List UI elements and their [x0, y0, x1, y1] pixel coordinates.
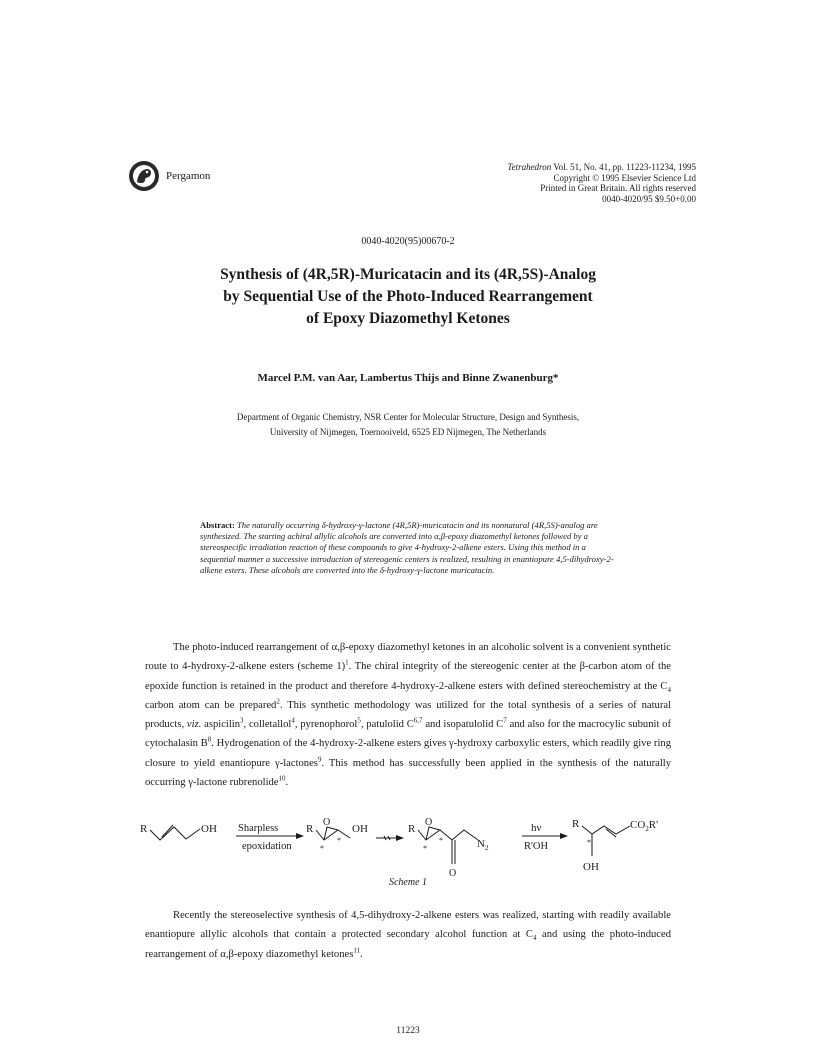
copyright-line: Copyright © 1995 Elsevier Science Ltd: [553, 172, 696, 183]
subscript: 4: [532, 934, 537, 943]
stereocenter-star: *: [337, 836, 341, 845]
abstract-label: Abstract:: [200, 520, 235, 530]
ester-r-prime: R': [648, 819, 659, 831]
carbonyl-oxygen-label: O: [449, 868, 457, 879]
r-group-label: R: [140, 823, 148, 835]
diazo-group-label: [477, 838, 489, 852]
text-run: The photo-induced rearrangement of α,β-epoxy diazomethyl ketones in an alcoholic solvent is a convenient synthetic route to 4-hydroxy-2-alkene esters (scheme 1): [145, 642, 671, 673]
reference-marker: 4: [291, 716, 295, 725]
reference-marker: 11: [353, 946, 361, 955]
text-run: and using the photo-induced rearrangement of α,β-epoxy diazomethyl ketones: [145, 929, 671, 960]
text-run: . The chiral integrity of the stereogenic center at the β-carbon atom of the epoxide function is retained in the product and therefore 4-hydroxy-2-alkene esters with defined stereochemistry at the C: [145, 661, 671, 692]
text-run: . This method has successfully been applied in the synthesis of the naturally occurring γ-lactone rubrenolide: [145, 757, 671, 789]
stereocenter-star: *: [439, 836, 443, 845]
r-group-label: R: [306, 823, 314, 835]
allylic-alcohol-chain: [150, 827, 200, 840]
title-line-1: Synthesis of (4R,5R)-Muricatacin and its (4R,5S)-Analog: [220, 266, 596, 283]
reference-marker: 9: [317, 755, 322, 764]
hydroxyl-label: OH: [583, 861, 599, 873]
subscript: 4: [667, 685, 671, 694]
text-run: , colletallol: [243, 719, 292, 731]
epoxy-alcohol-chain: [316, 830, 350, 840]
arrowhead: [396, 835, 404, 841]
text-run: aspicilin: [201, 719, 241, 731]
epoxide-oxygen-label: O: [323, 818, 331, 828]
arrowhead: [296, 833, 304, 839]
ester-group-label: [630, 819, 658, 833]
reference-marker: 5: [357, 716, 361, 725]
reference-marker: 7: [503, 716, 507, 725]
abstract: [200, 520, 616, 576]
stereocenter-star: *: [423, 844, 427, 853]
printed-line: Printed in Great Britain. All rights reserved: [540, 183, 696, 193]
arrowhead: [560, 833, 568, 839]
stereocenter-star: *: [320, 844, 324, 853]
reference-marker: 2: [276, 697, 280, 706]
text-run: .: [285, 777, 289, 789]
ester-subscript: 2: [645, 825, 649, 833]
abstract-text: The naturally occurring δ-hydroxy-γ-lactone (4R,5R)-muricatacin and its nonnatural (4R,5S)-analog are synthesized. The starting achiral allylic alcohols are converted into α,β-epoxy diazomethyl ketones followed by a stereospecific irradiation reaction of these compounds to give 4-hydroxy-2-alkene esters. Using this method in a sequential manner a successive introduction of stereogenic centers is realized, resulting in enantiopure 4,5-dihydroxy-2-alkene esters. These alcohols are converted into the δ-hydroxy-γ-lactone muricatacin.: [200, 520, 614, 575]
body-paragraph-1: [145, 638, 671, 792]
affiliation-line-1: Department of Organic Chemistry, NSR Center for Molecular Structure, Design and Synthesis,: [236, 412, 580, 422]
affiliation-line-2: University of Nijmegen, Toernooiveld, 6525 ED Nijmegen, The Netherlands: [269, 427, 547, 437]
page-number: 11223: [396, 1026, 420, 1036]
pergamon-logo-icon: [128, 160, 160, 192]
text-run: , patulolid C: [360, 719, 414, 731]
journal-details: Vol. 51, No. 41, pp. 11223-11234, 1995: [553, 162, 696, 172]
reference-marker: 3: [240, 716, 244, 725]
text-run: Recently the stereoselective synthesis of 4,5-dihydroxy-2-alkene esters was realized, starting with readily available enantiopure allylic alcohols that contain a protected secondary alcohol function at C: [145, 910, 671, 941]
epoxide-oxygen-label: O: [425, 818, 433, 828]
author-list: Marcel P.M. van Aar, Lambertus Thijs and Binne Zwanenburg*: [257, 372, 559, 384]
reagent-epoxidation: epoxidation: [242, 841, 292, 852]
hydroxyl-label: OH: [352, 823, 368, 835]
reference-marker: 8: [207, 735, 212, 744]
article-doi: 0040-4020(95)00670-2: [361, 236, 455, 247]
reference-marker: 10: [278, 774, 286, 783]
text-run: , pyrenophorol: [294, 719, 358, 731]
reagent-hv: hν: [531, 822, 542, 834]
stereocenter-star: *: [587, 838, 591, 847]
journal-citation-line: [507, 162, 696, 173]
journal-citation-block: [507, 162, 696, 204]
text-run: . Hydrogenation of the 4-hydroxy-2-alkene esters gives γ-hydroxy carboxylic esters, which readily give ring closure to yield enantiopure γ-lactones: [145, 738, 671, 769]
r-group-label: R: [408, 823, 416, 835]
scheme-caption: Scheme 1: [388, 877, 428, 888]
reagent-sharpless: Sharpless: [238, 823, 279, 834]
text-run: . This synthetic methodology was utilized for the total synthesis of a series of natural products,: [145, 699, 671, 731]
text-run: carbon atom can be prepared: [145, 699, 277, 711]
reference-marker: 1: [345, 658, 349, 667]
publisher-name: Pergamon: [166, 170, 211, 182]
diazo-subscript: 2: [484, 844, 489, 852]
text-run: and isopatulolid C: [422, 719, 504, 731]
hydroxyl-label: OH: [201, 823, 217, 835]
issn-price-line: 0040-4020/95 $9.50+0.00: [602, 193, 696, 204]
ester-co: CO: [630, 819, 646, 831]
affiliation: [120, 410, 696, 440]
reference-marker: 6,7: [413, 716, 423, 725]
body-paragraph-2: [145, 906, 671, 964]
ester-chain: [582, 826, 630, 834]
journal-name: Tetrahedron: [507, 162, 552, 172]
r-group-label: R: [572, 818, 580, 830]
reagent-alcohol: R'OH: [524, 841, 549, 852]
text-run: and also for the macrocylic subunit of cytochalasin B: [145, 719, 671, 750]
diazo-n: N: [477, 838, 485, 850]
paper-title: [150, 264, 666, 330]
title-line-2: by Sequential Use of the Photo-Induced Rearrangement: [223, 288, 593, 305]
italic-text: viz.: [186, 719, 202, 731]
text-run: .: [360, 948, 363, 960]
double-bond-line: [162, 825, 173, 837]
title-line-3: of Epoxy Diazomethyl Ketones: [306, 310, 510, 327]
